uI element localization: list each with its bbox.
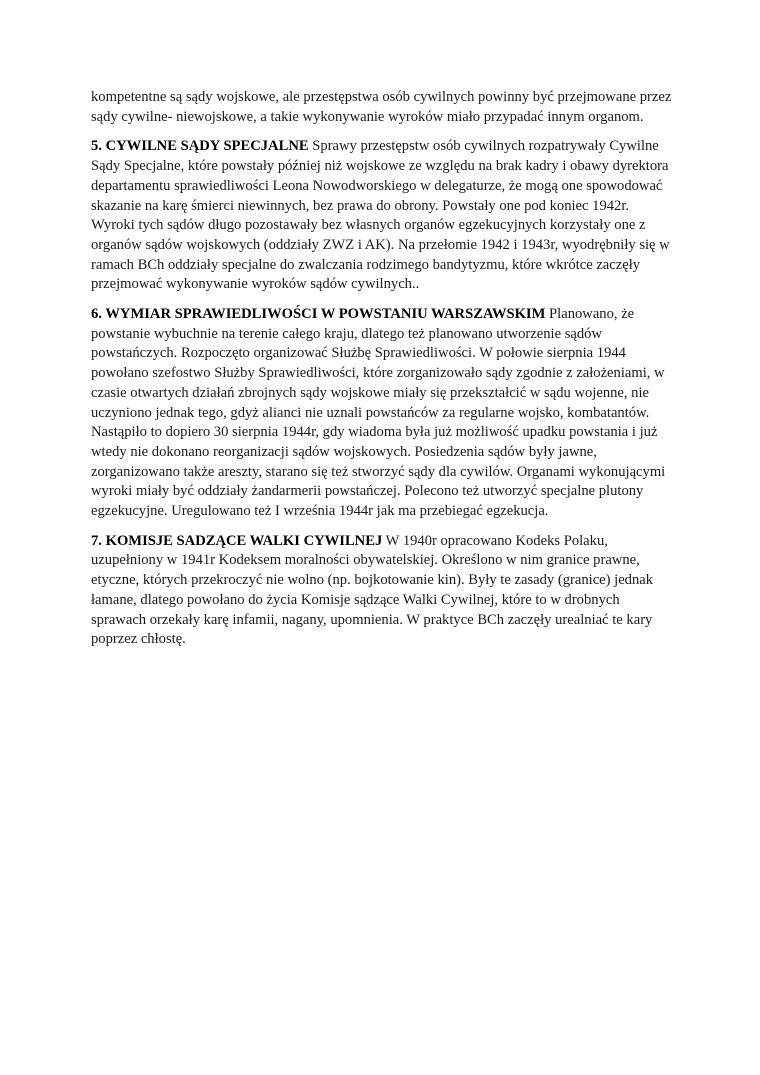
paragraph-text: Planowano, że powstanie wybuchnie na terenie całego kraju, dlatego też planowano utworzenie sądów powstańczych. Rozpoczęto organizować Służbę Sprawiedliwości. W połowie sierpnia 1944 powołano szefostwo Służby Sprawiedliwości, które zorganizowało sądy zgodnie z założeniami, w czasie otwartych działań zbrojnych sądy wojskowe miały się przekształcić w sądu wojenne, nie uczyniono jednak tego, gdyż alianci nie uznali powstańców za regularne wojsko, kombatantów. Nastąpiło to dopiero 30 sierpnia 1944r, gdy wiadoma była już możliwość upadku powstania i już wtedy nie dokonano reorganizacji sądów wojskowych. Posiedzenia sądów były jawne, zorganizowano także areszty, starano się też stworzyć sądy dla cywilów. Organami wykonującymi wyroki miały być oddziały żandarmerii powstańczej. Polecono też utworzyć specjalne plutony egzekucyjne. Uregulowano też I września 1944r jak ma przebiegać egzekucja.: [91, 306, 666, 520]
section-heading: 5. CYWILNE SĄDY SPECJALNE: [91, 138, 309, 155]
section-heading: 7. KOMISJE SADZĄCE WALKI CYWILNEJ: [91, 532, 383, 549]
paragraph-continuation: [91, 88, 673, 127]
section-7-komisje-sadzace: [91, 532, 673, 650]
section-6-wymiar-sprawiedliwosci: [91, 305, 673, 522]
paragraph-text: Sprawy przestępstw osób cywilnych rozpatrywały Cywilne Sądy Specjalne, które powstały później niż wojskowe ze względu na brak kadry i obawy dyrektora departamentu sprawiedliwości Leona Nowodworskiego w delegaturze, że mogą one spowodować skazanie na karę śmierci niewinnych, bez prawa do obrony. Powstały one pod koniec 1942r. Wyroki tych sądów długo pozostawały bez własnych organów egzekucyjnych korzystały one z organów sądów wojskowych (oddziały ZWZ i AK). Na przełomie 1942 i 1943r, wyodrębniły się w ramach BCh oddziały specjalne do zwalczania rodzimego bandytyzmu, które wkrótce zaczęły przejmować wykonywanie wyroków sądów cywilnych..: [91, 138, 670, 293]
section-5-cywilne-sady-specjalne: [91, 137, 673, 295]
document-body: [91, 88, 673, 660]
section-heading: 6. WYMIAR SPRAWIEDLIWOŚCI W POWSTANIU WARSZAWSKIM: [91, 306, 546, 323]
paragraph-text: kompetentne są sądy wojskowe, ale przestępstwa osób cywilnych powinny być przejmowane przez sądy cywilne- niewojskowe, a takie wykonywanie wyroków miało przypadać innym organom.: [91, 89, 672, 125]
paragraph-text: W 1940r opracowano Kodeks Polaku, uzupełniony w 1941r Kodeksem moralności obywatelskiej. Określono w nim granice prawne, etyczne, których przekroczyć nie wolno (np. bojkotowanie kin). Były te zasady (granice) jednak łamane, dlatego powołano do życia Komisje sądzące Walki Cywilnej, które to w drobnych sprawach orzekały karę infamii, nagany, upomnienia. W praktyce BCh zaczęły urealniać te kary poprzez chłostę.: [91, 532, 654, 648]
